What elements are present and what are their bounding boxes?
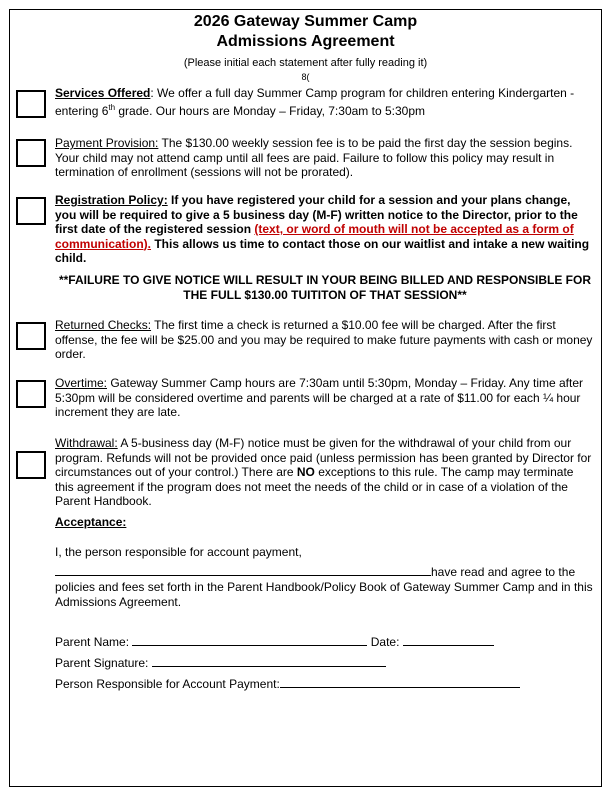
parent-signature-line[interactable]: [152, 654, 386, 667]
registration-heading: Registration Policy:: [55, 193, 168, 207]
responsible-line[interactable]: [280, 675, 520, 688]
overtime-heading: Overtime:: [55, 376, 108, 390]
acceptance-line2-suffix: have read and agree to the: [431, 565, 576, 579]
services-sup: th: [108, 102, 116, 112]
registration-policy-section: [55, 193, 595, 266]
parent-name-label: Parent Name:: [55, 635, 130, 649]
registration-text-bold2: This allows us time to contact those on our waitlist and intake a new waiting child.: [55, 236, 590, 265]
checks-text: The first time a check is returned a $10.00 fee will be charged. After the first offense, the fee will be $25.00 and you may be required to make future payments with cash or money order.: [55, 318, 593, 361]
initial-box-services[interactable]: [16, 90, 46, 118]
withdrawal-section: [55, 436, 595, 509]
document-title: 2026 Gateway Summer Camp: [193, 13, 418, 30]
returned-checks-section: [55, 318, 595, 362]
payment-heading: Payment Provision:: [55, 136, 159, 150]
overtime-text: Gateway Summer Camp hours are 7:30am until 5:30pm, Monday – Friday. Any time after 5:30pm will be considered overtime and parents will be charged at a rate of $11.00 for each ¼ hour increment they are late.: [55, 376, 584, 419]
parent-name-line[interactable]: [132, 633, 367, 646]
services-offered-section: [55, 86, 595, 118]
parent-signature-label: Parent Signature:: [55, 656, 149, 670]
initial-box-withdrawal[interactable]: [16, 451, 46, 479]
acceptance-heading: Acceptance:: [55, 515, 127, 529]
document-subtitle: Admissions Agreement: [216, 33, 395, 50]
stray-mark: 8(: [301, 72, 310, 82]
payment-text: The $130.00 weekly session fee is to be paid the first day the session begins. Your child may not attend camp until all fees are paid. Failure to follow this policy may result in termination of enrollment (sessions will not be prorated).: [55, 136, 573, 179]
services-text-a: : We offer a full day Summer Camp program for children entering Kindergarten - entering 6: [55, 86, 575, 118]
services-heading: Services Offered: [55, 86, 151, 100]
registration-text-bold: If you have registered your child for a session and your plans change, you will be required to give a 5 business day (M-F) written notice to the Director, prior to the first date of the registered session: [55, 193, 578, 236]
services-text-b: grade. Our hours are Monday – Friday, 7:30am to 5:30pm: [115, 103, 425, 118]
acceptance-line2: [55, 563, 575, 579]
initial-box-registration[interactable]: [16, 197, 46, 225]
payment-provision-section: [55, 136, 595, 180]
responsible-name-line[interactable]: [55, 563, 431, 576]
initial-box-payment[interactable]: [16, 139, 46, 167]
date-line[interactable]: [403, 633, 494, 646]
initial-box-checks[interactable]: [16, 322, 46, 350]
registration-text-red: (text, or word of mouth will not be accepted as a form of communication).: [55, 222, 574, 251]
withdrawal-text-a: A 5-business day (M-F) notice must be given for the withdrawal of your child from our program. Refunds will not be provided once paid (unless permission has been granted by Director for circumstances out of your control.) There are: [55, 436, 592, 479]
date-label: Date:: [370, 635, 400, 649]
overtime-section: [55, 376, 595, 420]
initial-box-overtime[interactable]: [16, 380, 46, 408]
parent-signature-row: [55, 654, 386, 670]
instruction-text: (Please initial each statement after fully reading it): [183, 57, 428, 69]
responsible-label: Person Responsible for Account Payment:: [55, 677, 280, 691]
withdrawal-text-b: exceptions to this rule. The camp may terminate this agreement if the program does not meet the needs of the child or in case of a violation of the Parent Handbook.: [55, 465, 574, 508]
registration-warning: **FAILURE TO GIVE NOTICE WILL RESULT IN YOUR BEING BILLED AND RESPONSIBLE FOR THE FULL $130.00 TUITITON OF THAT SESSION**: [58, 273, 592, 302]
responsible-row: [55, 675, 520, 691]
acceptance-line3: policies and fees set forth in the Parent Handbook/Policy Book of Gateway Summer Camp and in this Admissions Agreement.: [55, 580, 593, 609]
parent-name-row: [55, 633, 494, 649]
checks-heading: Returned Checks:: [55, 318, 152, 332]
acceptance-line1: I, the person responsible for account payment,: [55, 545, 302, 559]
withdrawal-heading: Withdrawal:: [55, 436, 118, 450]
acceptance-heading-row: [55, 515, 126, 529]
withdrawal-no: NO: [296, 465, 315, 479]
